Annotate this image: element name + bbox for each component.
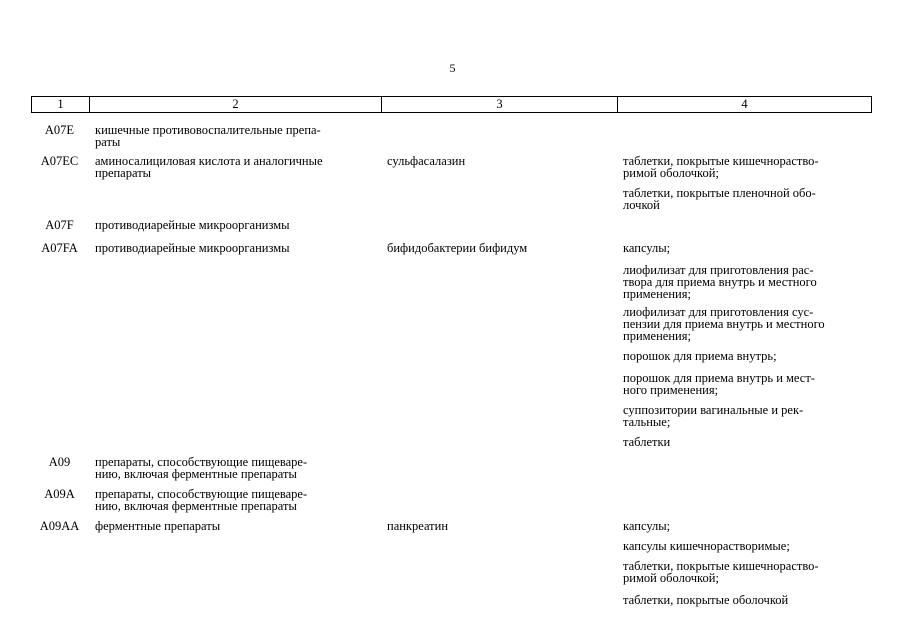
column-header-1: 1 <box>57 97 64 111</box>
column-header-4: 4 <box>617 97 871 112</box>
atc-code: A07F <box>45 218 74 232</box>
drug-name: панкреатин <box>387 519 449 533</box>
atc-code: A09 <box>48 455 71 469</box>
atc-code: A07E <box>44 123 75 137</box>
dosage-form-item: капсулы кишечнорастворимые; <box>623 539 790 553</box>
group-description: аминосалициловая кислота и аналогичные препараты <box>95 154 323 180</box>
group-description: противодиарейные микроорганизмы <box>95 218 290 232</box>
column-header-2: 2 <box>89 97 381 112</box>
dosage-form-item: капсулы; <box>623 241 671 255</box>
atc-code: A09AA <box>39 519 80 533</box>
group-description: противодиарейные микроорганизмы <box>95 241 290 255</box>
table-header-row <box>31 96 872 113</box>
dosage-form-item: таблетки, покрытые кишечнораство- римой оболочкой; <box>623 154 819 180</box>
atc-code: A07FA <box>41 241 78 255</box>
dosage-form-item: капсулы; <box>623 519 671 533</box>
column-header-3: 3 <box>381 97 617 112</box>
dosage-form-item: лиофилизат для приготовления сус- пензии для приема внутрь и местного применения; <box>623 305 825 343</box>
dosage-form-item: лиофилизат для приготовления рас- твора для приема внутрь и местного применения; <box>623 263 817 301</box>
dosage-form-item: порошок для приема внутрь; <box>623 349 777 363</box>
atc-code: A07EC <box>40 154 79 168</box>
drug-name: сульфасалазин <box>387 154 466 168</box>
group-description: препараты, способствующие пищеваре- нию, включая ферментные препараты <box>95 487 308 513</box>
group-description: препараты, способствующие пищеваре- нию, включая ферментные препараты <box>95 455 308 481</box>
atc-code: A09A <box>44 487 75 501</box>
drug-name: бифидобактерии бифидум <box>387 241 528 255</box>
group-description: кишечные противовоспалительные препа- раты <box>95 123 321 149</box>
dosage-form-item: порошок для приема внутрь и мест- ного применения; <box>623 371 815 397</box>
page-number: 5 <box>449 61 456 75</box>
group-description: ферментные препараты <box>95 519 221 533</box>
dosage-form-item: таблетки <box>623 435 671 449</box>
dosage-form-item: таблетки, покрытые пленочной обо- лочкой <box>623 186 816 212</box>
dosage-form-item: таблетки, покрытые кишечнораство- римой оболочкой; <box>623 559 819 585</box>
dosage-form-item: суппозитории вагинальные и рек- тальные; <box>623 403 804 429</box>
dosage-form-item: таблетки, покрытые оболочкой <box>623 593 789 607</box>
